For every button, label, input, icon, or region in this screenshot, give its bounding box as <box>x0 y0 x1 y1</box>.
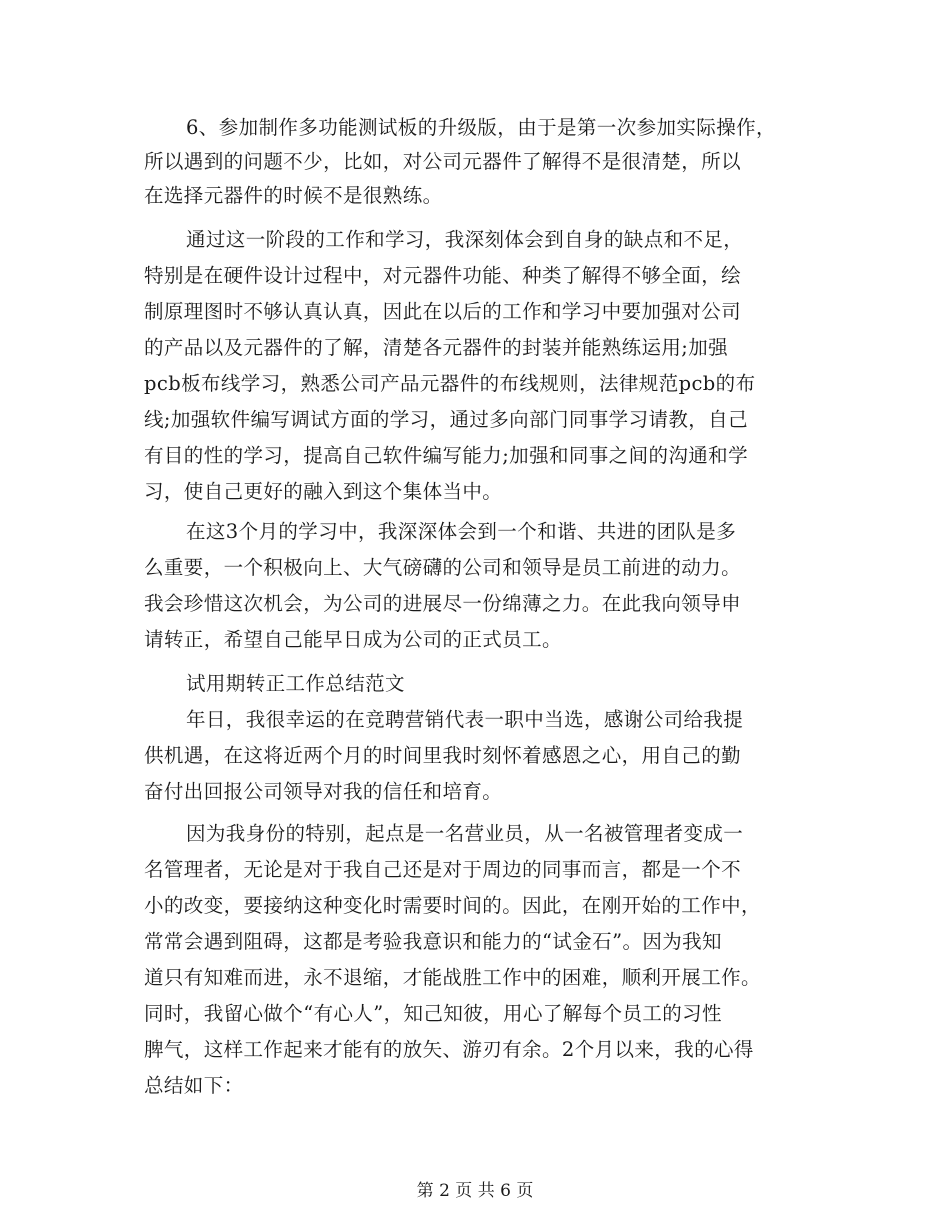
text-line: 制原理图时不够认真认真，因此在以后的工作和学习中要加强对公司 <box>144 300 742 323</box>
text-line: 所以遇到的问题不少，比如，对公司元器件了解得不是很清楚，所以 <box>144 150 742 173</box>
text-line: 年日，我很幸运的在竞聘营销代表一职中当选，感谢公司给我提 <box>186 708 744 731</box>
text-line: 小的改变，要接纳这种变化时需要时间的。因此，在刚开始的工作中， <box>144 894 761 917</box>
text-line: pcb板布线学习，熟悉公司产品元器件的布线规则，法律规范pcb的布 <box>144 372 756 395</box>
text-line: 么重要，一个积极向上、大气磅礴的公司和领导是员工前进的动力。 <box>144 556 742 579</box>
text-line: 道只有知难而进，永不退缩，才能战胜工作中的困难，顺利开展工作。 <box>144 966 761 989</box>
text-line: 请转正，希望自己能早日成为公司的正式员工。 <box>144 628 562 651</box>
text-line: 常常会遇到阻碍，这都是考验我意识和能力的“试金石”。因为我知 <box>144 930 722 953</box>
text-line: 奋付出回报公司领导对我的信任和培育。 <box>144 780 503 803</box>
text-line: 同时，我留心做个“有心人”，知己知彼，用心了解每个员工的习性 <box>144 1002 722 1025</box>
text-line: 名管理者，无论是对于我自己还是对于周边的同事而言，都是一个不 <box>144 858 742 881</box>
text-line: 的产品以及元器件的了解，清楚各元器件的封装并能熟练运用;加强 <box>144 336 729 359</box>
section-heading: 试用期转正工作总结范文 <box>186 672 405 695</box>
text-line: 总结如下： <box>144 1074 244 1097</box>
text-line: 通过这一阶段的工作和学习，我深刻体会到自身的缺点和不足， <box>186 228 744 251</box>
text-line: 在这3个月的学习中，我深深体会到一个和谐、共进的团队是多 <box>186 520 737 543</box>
text-line: 有目的性的学习，提高自己软件编写能力;加强和同事之间的沟通和学 <box>144 444 748 467</box>
text-line: 在选择元器件的时候不是很熟练。 <box>144 184 443 207</box>
text-line: 6、参加制作多功能测试板的升级版，由于是第一次参加实际操作， <box>186 116 776 139</box>
text-line: 我会珍惜这次机会，为公司的进展尽一份绵薄之力。在此我向领导申 <box>144 592 742 615</box>
page-number-footer: 第 2 页 共 6 页 <box>416 1181 534 1201</box>
text-line: 因为我身份的特别，起点是一名营业员，从一名被管理者变成一 <box>186 822 744 845</box>
text-line: 特别是在硬件设计过程中，对元器件功能、种类了解得不够全面，绘 <box>144 264 742 287</box>
text-line: 供机遇，在这将近两个月的时间里我时刻怀着感恩之心，用自己的勤 <box>144 744 742 767</box>
text-line: 脾气，这样工作起来才能有的放矢、游刃有余。2个月以来，我的心得 <box>144 1038 754 1061</box>
text-line: 线;加强软件编写调试方面的学习，通过多向部门同事学习请教，自己 <box>144 408 748 431</box>
text-line: 习，使自己更好的融入到这个集体当中。 <box>144 480 503 503</box>
